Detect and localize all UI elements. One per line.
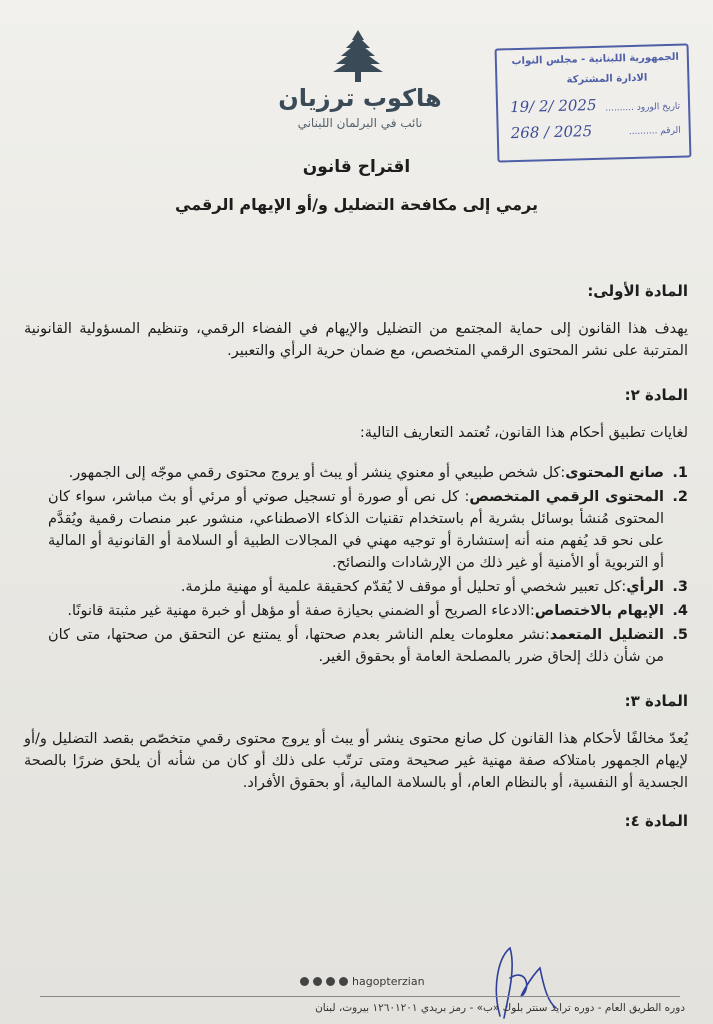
facebook-icon[interactable] <box>313 977 322 986</box>
article-2-intro: لغايات تطبيق أحكام هذا القانون، تُعتمد التعاريف التالية: <box>359 425 688 441</box>
definition-term: التضليل المتعمد <box>549 627 664 643</box>
definition-term: صانع المحتوى <box>565 465 664 481</box>
social-links <box>300 975 460 988</box>
article-3-heading: المادة ٣: <box>624 692 688 710</box>
definition-text: :كل تعبير شخصي أو تحليل أو موقف لا يُقدّم كحقيقة علمية أو مهنية ملزمة. <box>180 579 627 595</box>
definition-item <box>48 624 688 668</box>
definition-number: 3. <box>672 579 688 595</box>
definitions-list <box>24 462 688 668</box>
definition-text: :نشر معلومات يعلم الناشر بعدم صحتها، أو يمتنع عن التحقق من صحتها، متى كان من شأن ذلك إلحاق ضرر بالمصلحة العامة أو بحقوق الغير. <box>48 627 664 665</box>
twitter-icon[interactable] <box>326 977 335 986</box>
definition-number: 2. <box>672 489 688 505</box>
definition-item <box>48 576 688 598</box>
page-subtitle: يرمي إلى مكافحة التضليل و/أو الإيهام الرقمي <box>175 195 538 214</box>
definition-text: :كل شخص طبيعي أو معنوي ينشر أو يبث أو يروج محتوى رقمي موجّه إلى الجمهور. <box>68 465 566 481</box>
definition-item <box>48 600 688 622</box>
stamp-number-handwritten: 268 / 2025 <box>510 122 593 143</box>
definition-term: الإيهام بالاختصاص <box>534 603 664 619</box>
stamp-number-label: الرقم .......... <box>628 125 681 138</box>
social-handle[interactable]: hagopterzian <box>352 975 425 988</box>
youtube-icon[interactable] <box>339 977 348 986</box>
law-body <box>24 280 688 848</box>
footer-divider <box>40 996 680 997</box>
article-2-heading: المادة ٢: <box>624 386 688 404</box>
footer-address: دوره الطريق العام - دوره ترايد سنتر بلوك «ب» - رمز بريدي ١٢٦٠١٢٠١ بيروت، لبنان <box>315 1002 685 1014</box>
mp-subtitle: نائب في البرلمان اللبناني <box>297 116 423 130</box>
definition-item <box>48 462 688 484</box>
article-4-heading: المادة ٤: <box>624 812 688 830</box>
definition-text: : كل نص أو صورة أو تسجيل صوتي أو مرئي أو بث مباشر، سواء كان المحتوى مُنشأ بوسائل بشرية أم باستخدام تقنيات الذكاء الاصطناعي، منشور عبر منصات رقمية ويُقدَّم على نحو قد يُفهم منه أنه إستشارة أو توجيه مهني في المجالات الطبية أو السلامة أو القانونية أو المالية أو التربوية أو الأمنية أو غير ذلك من الإرشادات والنصائح. <box>48 489 664 571</box>
mp-name: هاكوب ترزيان <box>278 84 442 112</box>
definition-term: المحتوى الرقمي المتخصص <box>469 489 664 505</box>
definition-number: 4. <box>672 603 688 619</box>
definition-text: :الادعاء الصريح أو الضمني بحيازة صفة أو مؤهل أو خبرة مهنية غير مثبتة قانونًا. <box>67 603 535 619</box>
stamp-title: الجمهورية اللبنانية - مجلس النواب <box>511 51 679 68</box>
definition-item <box>48 486 688 574</box>
article-3-text: يُعدّ مخالفًا لأحكام هذا القانون كل صانع محتوى ينشر أو يبث أو يروج محتوى رقمي متخصّص بقصد التضليل و/أو لإيهام الجمهور بامتلاكه صفة مهنية غير صحيحة ومتى ترتّب على ذلك أو كان من شأنه أن يلحق ضررًا بالصحة الجسدية أو النفسية، أو بالنظام العام، أو بالسلامة المالية، أو بحقوق الأفراد. <box>24 731 688 791</box>
stamp-date-label: تاريخ الورود .......... <box>605 101 681 114</box>
article-1-text: يهدف هذا القانون إلى حماية المجتمع من التضليل والإيهام في الفضاء الرقمي، وتنظيم المسؤولية القانونية المترتبة على نشر المحتوى الرقمي المتخصص، مع ضمان حرية الرأي والتعبير. <box>24 321 688 359</box>
registration-stamp <box>495 43 692 162</box>
instagram-icon[interactable] <box>300 977 309 986</box>
stamp-date-handwritten: 19/ 2/ 2025 <box>509 95 597 117</box>
page-title: اقتراح قانون <box>302 157 411 177</box>
definition-number: 1. <box>672 465 688 481</box>
cedar-logo-icon <box>330 28 386 84</box>
definition-number: 5. <box>672 627 688 643</box>
definition-term: الرأي <box>626 579 664 595</box>
article-1-heading: المادة الأولى: <box>587 282 688 300</box>
stamp-department: الادارة المشتركة <box>566 72 648 86</box>
